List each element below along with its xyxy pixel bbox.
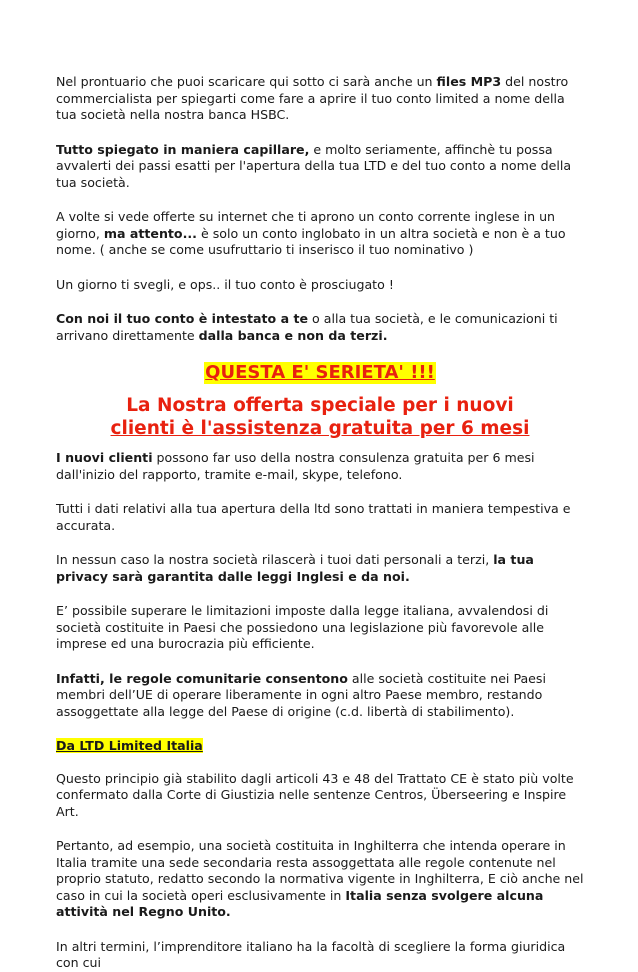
bold-text: Infatti, le regole comunitarie consentono bbox=[56, 670, 348, 686]
paragraph-limitations: E’ possibile superare le limitazioni imposte dalla legge italiana, avvalendosi di società costituite in Paesi che possiedono una legislazione più favorevole alle imprese ed una burocrazia più efficiente. bbox=[56, 603, 549, 651]
section-heading-text: Da LTD Limited Italia bbox=[56, 738, 203, 753]
paragraph-privacy bbox=[56, 552, 584, 585]
paragraph-data-handling: Tutti i dati relativi alla tua apertura della ltd sono trattati in maniera tempestiva e accurata. bbox=[56, 501, 571, 533]
text: è solo un conto inglobato in un altra società e non è a tuo nome. ( anche se come usufruttario ti inserisco il tuo nominativo ) bbox=[56, 225, 566, 257]
paragraph-example bbox=[56, 838, 584, 921]
banner-text: QUESTA E' SERIETA' !!! bbox=[205, 362, 435, 383]
paragraph-treaty: Questo principio già stabilito dagli articoli 43 e 48 del Trattato CE è stato più volte confermato dalla Corte di Giustizia nelle sentenze Centros, Überseering e Inspire Art. bbox=[56, 770, 574, 819]
text: In nessun caso la nostra società rilascerà i tuoi dati personali a terzi, bbox=[56, 552, 494, 567]
bold-text: Italia senza svolgere alcuna attività nel Regno Unito. bbox=[56, 887, 544, 919]
paragraph-drained: Un giorno ti svegli, e ops.. il tuo conto è prosciugato ! bbox=[56, 276, 394, 292]
bold-text: ma attento... bbox=[103, 225, 197, 241]
bold-text: Con noi il tuo conto è intestato a te bbox=[56, 311, 309, 326]
text: Pertanto, ad esempio, una società costituita in Inghilterra che intenda operare in Italia tramite una sede secondaria resta assoggettata alle regole contenute nel proprio statuto, redatto secondo la normativa vigente in Inghilterra, E ciò anche nel caso in cui la società operi esclusivamente in bbox=[56, 838, 584, 903]
paragraph-eu-rules bbox=[56, 671, 584, 721]
bold-text: dalla banca e non da terzi. bbox=[198, 327, 388, 343]
seriousness-banner bbox=[56, 362, 584, 384]
text: alle società costituite nei Paesi membri dell’UE di operare liberamente in ogni altro Paese membro, restando assoggettate alla legge del Paese di origine (c.d. libertà di stabilimento). bbox=[56, 670, 546, 719]
paragraph-mp3 bbox=[56, 74, 584, 124]
paragraph-new-clients bbox=[56, 450, 584, 483]
text: e molto seriamente, affinchè tu possa avvalerti dei passi esatti per l'apertura della tua LTD e del tuo conto a nome della tua società. bbox=[56, 141, 572, 190]
headline-line-2: clienti è l'assistenza gratuita per 6 mesi bbox=[110, 418, 530, 439]
text: Nel prontuario che puoi scaricare qui sotto ci sarà anche un bbox=[56, 74, 437, 89]
bold-text: Tutto spiegato in maniera capillare, bbox=[56, 141, 310, 157]
bold-text: I nuovi clienti bbox=[56, 450, 153, 465]
headline-line-1: La Nostra offerta speciale per i nuovi bbox=[126, 395, 514, 416]
text: del nostro commercialista per spiegarti come fare a aprire il tuo conto limited a nome della tua società nella nostra banca HSBC. bbox=[56, 74, 569, 122]
text: A volte si vede offerte su internet che ti aprono un conto corrente inglese in un giorno, bbox=[56, 209, 556, 241]
bold-text: files MP3 bbox=[436, 74, 502, 89]
paragraph-other-terms: In altri termini, l’imprenditore italiano ha la facoltà di scegliere la forma giuridica con cui bbox=[56, 938, 566, 970]
paragraph-ownership bbox=[56, 311, 584, 344]
offer-headline bbox=[56, 394, 584, 440]
text: possono far uso della nostra consulenza gratuita per 6 mesi dall'inizio del rapporto, tramite e-mail, skype, telefono. bbox=[56, 450, 535, 482]
paragraph-warning bbox=[56, 209, 584, 259]
text: o alla tua società, e le comunicazioni ti arrivano direttamente bbox=[56, 311, 558, 343]
paragraph-explained bbox=[56, 142, 584, 192]
bold-text: la tua privacy sarà garantita dalle leggi Inglesi e da noi. bbox=[56, 552, 534, 584]
section-heading bbox=[56, 738, 584, 755]
